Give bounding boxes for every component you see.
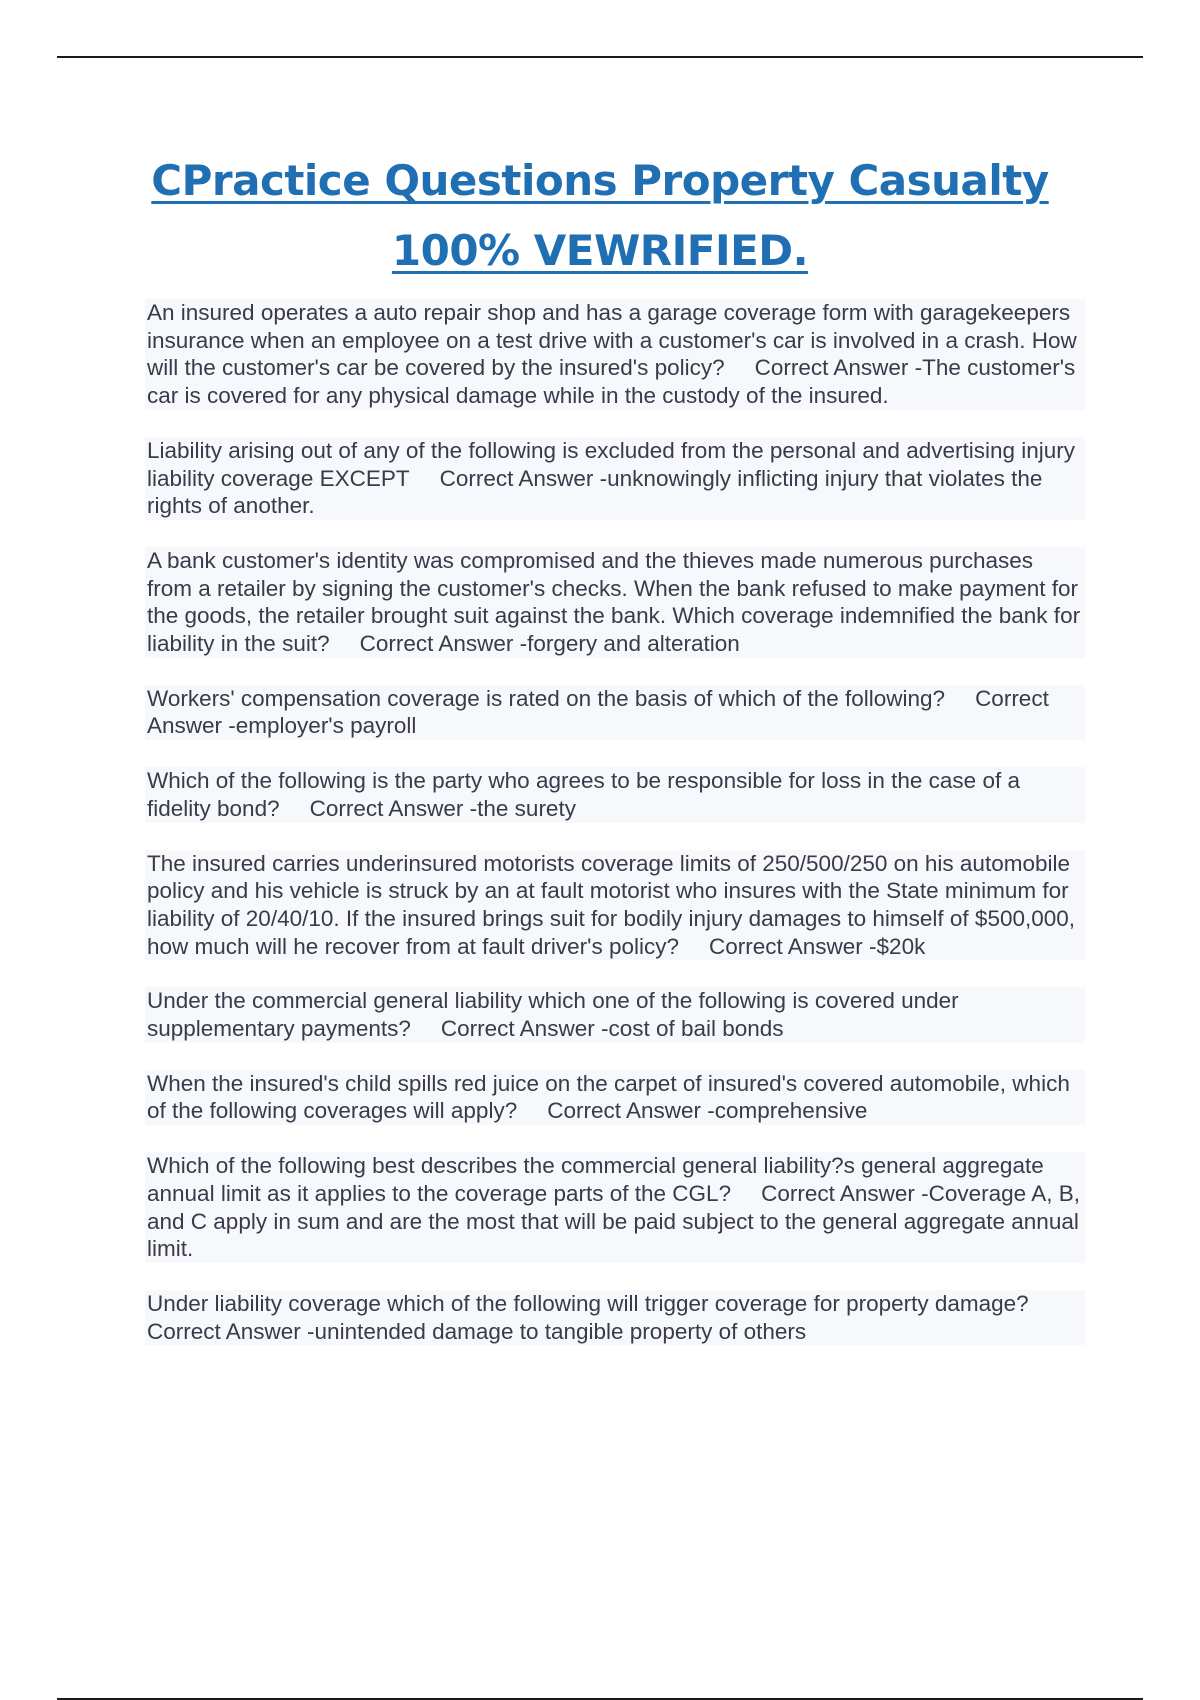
question-text: A bank customer's identity was compromised and the thieves made numerous purchases from a retailer by signing the customer's checks. When the bank refused to make payment for the goods, the retailer brought suit against the bank. Which coverage indemnified the bank for liability in the suit? <box>147 547 1081 657</box>
document-title <box>60 146 1140 286</box>
qa-item <box>145 1290 1085 1345</box>
question-answer-list <box>145 299 1085 1372</box>
qa-item <box>145 850 1085 961</box>
answer-text: Correct Answer -employer's payroll <box>147 685 1049 739</box>
qa-item <box>145 1152 1085 1263</box>
answer-text: Correct Answer -unintended damage to tangible property of others <box>147 1318 807 1344</box>
answer-text: Correct Answer -cost of bail bonds <box>440 1016 784 1042</box>
qa-item <box>145 299 1085 410</box>
title-line-2: 100% VEWRIFIED. <box>391 226 809 275</box>
question-text: The insured carries underinsured motorists coverage limits of 250/500/250 on his automobile policy and his vehicle is struck by an at fault motorist who insures with the State minimum for liability of 20/40/10. If the insured brings suit for bodily injury damages to himself of $500,000, how much will he recover from at fault driver's policy? <box>147 850 1076 959</box>
top-rule <box>57 56 1143 58</box>
question-text: Under liability coverage which of the following will trigger coverage for property damage? <box>147 1290 1029 1316</box>
question-text: When the insured's child spills red juice on the carpet of insured's covered automobile, which of the following coverages will apply? <box>147 1070 1070 1124</box>
answer-text: Correct Answer -Coverage A, B, and C apply in sum and are the most that will be paid subject to the general aggregate annual limit. <box>147 1180 1080 1262</box>
question-text: Under the commercial general liability which one of the following is covered under supplementary payments? <box>147 988 959 1042</box>
qa-item <box>145 437 1085 520</box>
question-text: Liability arising out of any of the following is excluded from the personal and advertising injury liability coverage EXCEPT <box>147 437 1076 491</box>
answer-text: Correct Answer -The customer's car is covered for any physical damage while in the custody of the insured. <box>147 355 1076 409</box>
question-text: Which of the following best describes the commercial general liability?s general aggregate annual limit as it applies to the coverage parts of the CGL? <box>147 1153 1044 1206</box>
qa-item <box>145 1070 1085 1125</box>
qa-item <box>145 685 1085 740</box>
answer-text: Correct Answer -comprehensive <box>547 1098 868 1124</box>
answer-text: Correct Answer -forgery and alteration <box>359 631 740 657</box>
question-text: Which of the following is the party who agrees to be responsible for loss in the case of a fidelity bond? <box>147 768 1020 821</box>
answer-text: Correct Answer -unknowingly inflicting injury that violates the rights of another. <box>147 465 1043 519</box>
qa-item <box>145 987 1085 1042</box>
answer-text: Correct Answer -$20k <box>709 933 926 959</box>
question-text: An insured operates a auto repair shop and has a garage coverage form with garagekeepers insurance when an employee on a test drive with a customer's car is involved in a crash. How will the customer's car be covered by the insured's policy? <box>147 300 1077 381</box>
title-line-1: CPractice Questions Property Casualty <box>151 156 1049 205</box>
answer-text: Correct Answer -the surety <box>309 795 576 821</box>
question-text: Workers' compensation coverage is rated on the basis of which of the following? <box>147 685 946 711</box>
qa-item <box>145 547 1085 658</box>
qa-item <box>145 767 1085 822</box>
